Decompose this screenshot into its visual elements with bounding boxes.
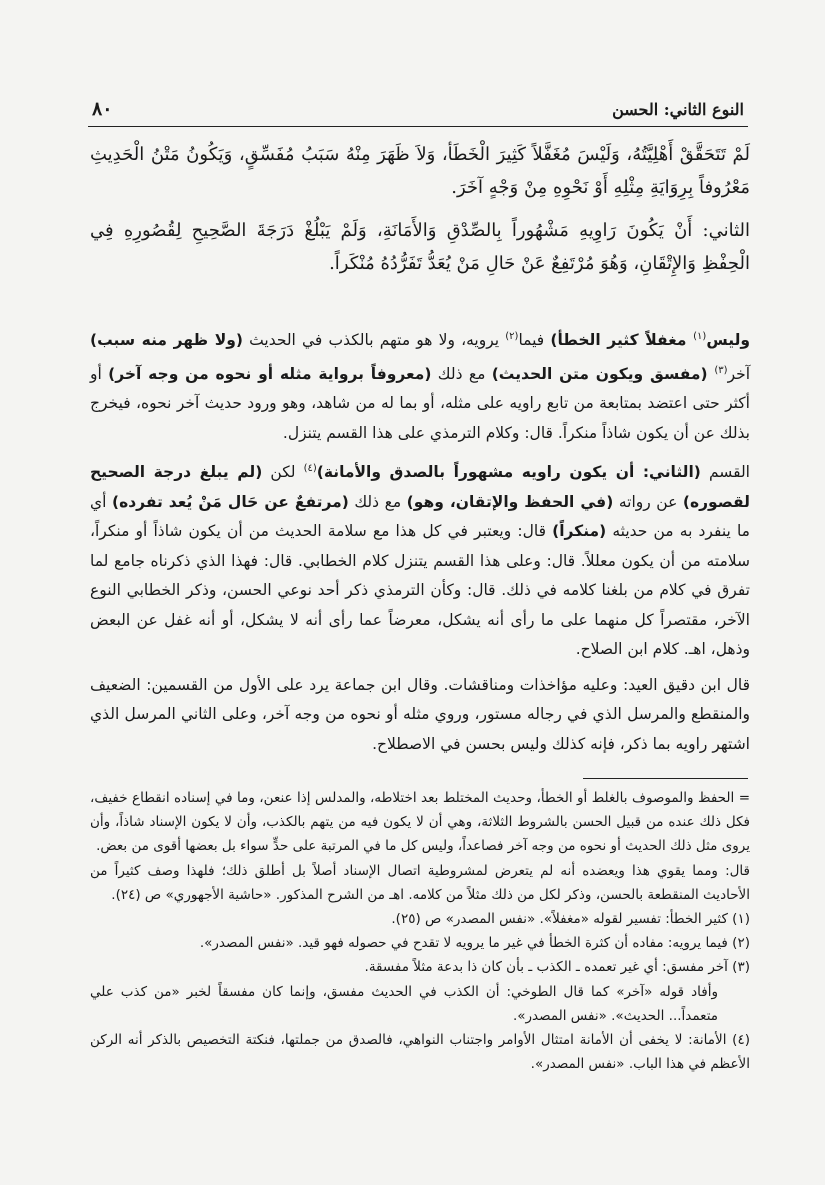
footnote-ref: (٤) bbox=[303, 463, 317, 475]
commentary-text-run: مع ذلك bbox=[431, 364, 492, 383]
commentary-text-run: القسم bbox=[700, 463, 750, 482]
quoted-term: (منكراً) bbox=[552, 522, 607, 541]
matn-paragraph: الثاني: أَنْ يَكُونَ رَاوِيهِ مَشْهُوراً بِالصِّدْقِ وَالأَمَانَةِ، وَلَمْ يَبْلُغْ دَرَجَةَ الصَّحِيحِ لِقُصُورِهِ فِي الْحِفْظِ وَالإِتْقَانِ، وَهُوَ مُرْتَفِعٌ عَنْ حَالِ مَنْ يُعَدُّ تَفَرُّدُهُ مُنْكَراً. bbox=[90, 220, 750, 274]
commentary-text-run: عن رواته bbox=[613, 492, 683, 511]
footnote-3-continuation: وأفاد قوله «آخر» كما قال الطوخي: أن الكذب في الحديث مفسق، وإنما كان مفسقاً لخبر «من كذب علي متعمداً... الحديث». «نفس المصدر». bbox=[90, 983, 718, 1024]
matn-text bbox=[90, 138, 750, 290]
commentary-text-run: مع ذلك bbox=[348, 492, 407, 511]
quoted-term: (معروفاً برواية مثله أو نحوه من وجه آخر) bbox=[108, 364, 432, 383]
quoted-term: وليس bbox=[706, 331, 751, 350]
commentary-text-run: لكن bbox=[262, 463, 304, 482]
footnote-continuation: = الحفظ والموصوف بالغلط أو الخطأ، وحديث المختلط بعد اختلاطه، والمدلس إذا عنعن، وما في إسناده انقطاع خفيف، فكل ذلك عنده من قبيل الحسن بالشروط الثلاثة، وهي أن لا يكون فيه من يتهم بالكذب، وأن لا يكون الإسناد شاذاً، وأن يروى مثل ذلك الحديث أو نحوه من وجه آخر فصاعداً، وليس كل ما في المرتبة على حدٍّ سواء بل بعضها أقوى من بعض. bbox=[90, 790, 750, 855]
commentary-paragraph bbox=[90, 322, 750, 448]
quoted-term: (في الحفظ والإتقان، وهو) bbox=[406, 492, 614, 511]
footnote-1: (١) كثير الخطأ: تفسير لقوله «مغفلاً». «نفس المصدر» ص (٢٥). bbox=[391, 911, 750, 928]
footnote-ref: (٣) bbox=[714, 364, 728, 376]
commentary-paragraph bbox=[90, 454, 750, 665]
page-number: ٨٠ bbox=[92, 98, 113, 120]
footnote-3: (٣) آخر مفسق: أي غير تعمده ـ الكذب ـ بأن كان ذا بدعة مثلاً مفسقة. bbox=[364, 959, 750, 976]
commentary-text-run: يرويه، ولا هو متهم بالكذب في الحديث bbox=[243, 331, 506, 350]
page-header bbox=[88, 96, 748, 127]
commentary-text-run: آخر bbox=[727, 364, 751, 383]
footnote-ref: (١) bbox=[693, 331, 707, 342]
footnote-2: (٢) فيما يرويه: مفاده أن كثرة الخطأ في غير ما يرويه لا تقدح في حصوله فهو قيد. «نفس المصدر». bbox=[199, 935, 750, 952]
footnote-4: (٤) الأمانة: لا يخفى أن الأمانة امتثال الأوامر واجتناب النواهي، فالصدق من جملتها، فنكتة التخصيص بالذكر أنه الركن الأعظم في هذا الباب. «نفس المصدر». bbox=[90, 1032, 750, 1073]
commentary-text-run: أي ما ينفرد به من حديثه bbox=[90, 492, 750, 541]
matn-paragraph: لَمْ تَتَحَقَّقْ أَهْلِيَّتُهُ، وَلَيْسَ مُغَفَّلاً كَثِيرَ الْخَطَأ، وَلاَ ظَهَرَ مِنْهُ سَبَبُ مُفَسِّقٍ، وَيَكُونُ مَتْنُ الْحَدِيثِ مَعْرُوفاً بِرِوَايَةِ مِثْلِهِ أَوْ نَحْوِهِ مِنْ وَجْهٍ آخَرَ. bbox=[90, 144, 750, 198]
quoted-term: (مرتفعٌ عن حَال مَنْ يُعد تفرده) bbox=[111, 492, 349, 511]
commentary-text-run: أو أكثر حتى اعتضد بمتابعة من تابع راويه على مثله، أو بما له من شاهد، وهو ورود حديث آخر نحوه، فيخرج بذلك عن أن يكون شاذاً منكراً. قال: وكلام الترمذي على هذا القسم يتنزل. bbox=[90, 364, 750, 442]
quoted-term: (الثاني: أن يكون راويه مشهوراً بالصدق والأمانة) bbox=[316, 463, 701, 482]
commentary-text-run: قال: ويعتبر في كل هذا مع سلامة الحديث من أن يكون شاذاً أو منكراً، سلامته من أن يكون معللاً. قال: وعلى هذا القسم يتنزل كلام الخطابي. قال: فهذا الذي ذكرناه جامع لما تفرق في كلام من بلغنا كلامه في ذلك. قال: وكأن الترمذي ذكر أحد نوعي الحسن، وذكر الخطابي النوع الآخر، مقتصراً كل منهما على ما رأى أنه يشكل، معرضاً عما رأى أنه لا يشكل، أو أنه غفل عن البعض وذهل، اهـ. كلام ابن الصلاح. bbox=[90, 522, 750, 659]
footnotes bbox=[90, 786, 750, 1076]
commentary-text bbox=[90, 322, 750, 765]
running-title: النوع الثاني: الحسن bbox=[612, 100, 744, 119]
commentary-paragraph: قال ابن دقيق العيد: وعليه مؤاخذات ومناقشات. وقال ابن جماعة يرد على الأول من القسمين: الضعيف والمنقطع والمرسل الذي في رجاله مستور، وروي مثله أو نحوه من وجه آخر، وعلى الثاني المرسل الذي اشتهر راويه بما ذكر، فإنه كذلك وليس بحسن في الاصطلاح. bbox=[90, 675, 750, 753]
footnote-ref: (٢) bbox=[505, 331, 519, 342]
quoted-term: مغفلاً كثير الخطأ) bbox=[550, 331, 694, 350]
commentary-text-run: فيما bbox=[518, 331, 551, 350]
footnote-continuation: قال: ومما يقوي هذا ويعضده أنه لم يتعرض لمشروطية اتصال الإسناد أصلاً بل أطلق ذلك؛ فلهذا وصف كثيراً من الأحاديث المنقطعة بالحسن، وذكر لكل من ذلك مثلاً من كلامه. اهـ من الشرح المذكور. «حاشية الأجهوري» ص (٢٤). bbox=[90, 862, 750, 903]
quoted-term: (ولا ظهر منه سبب) bbox=[90, 331, 243, 350]
footnote-separator bbox=[583, 778, 748, 779]
quoted-term: (مفسق ويكون متن الحديث) bbox=[491, 364, 715, 383]
quoted-term: (لم يبلغ درجة الصحيح لقصوره) bbox=[90, 463, 750, 511]
